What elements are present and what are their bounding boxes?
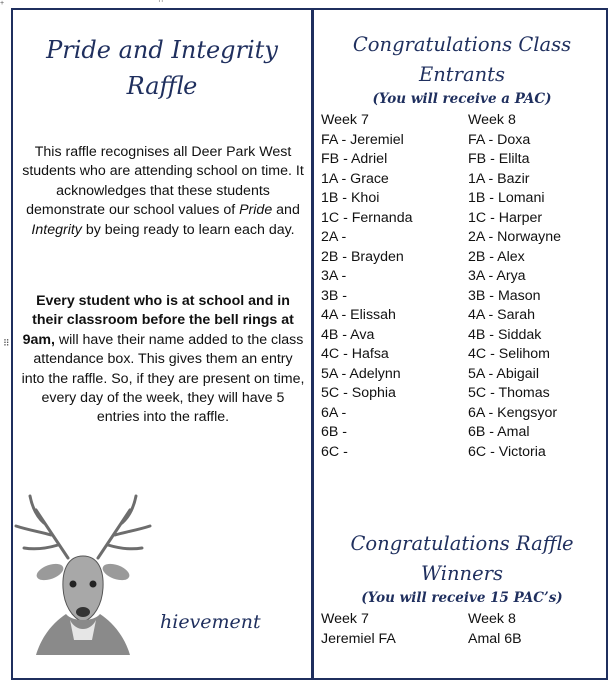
column-divider	[311, 8, 314, 680]
week8-entrants	[468, 111, 561, 462]
list-item: 4C - Hafsa	[321, 346, 389, 362]
list-item: FB - Elilta	[468, 151, 530, 167]
list-item: 4B - Ava	[321, 326, 375, 343]
week7-winner-name: Jeremiel FA	[321, 630, 396, 647]
list-item: 2B - Brayden	[321, 248, 404, 265]
winners-subtitle: (You will receive 15 PAC’s)	[361, 590, 563, 606]
rules-bold-text: Every student who is at school and in their classroom before the bell rings at 9am,	[22, 293, 294, 348]
list-item: 1A - Grace	[321, 170, 389, 187]
list-item: 5A - Abigail	[468, 365, 539, 382]
achievement-text-fragment: hievement	[160, 611, 261, 633]
list-item: 5A - Adelynn	[321, 365, 401, 382]
raffle-description	[20, 143, 306, 240]
week8-heading: Week 8	[468, 112, 516, 128]
list-item: 6B - Amal	[468, 424, 530, 440]
list-item: 2A -	[321, 229, 347, 245]
list-item: 4C - Selihom	[468, 346, 551, 362]
list-item: 6A -	[321, 404, 347, 421]
week8-winner-name: Amal 6B	[468, 630, 522, 647]
week8-winner-heading: Week 8	[468, 611, 516, 627]
value-pride: Pride	[239, 202, 273, 219]
list-item: 5C - Thomas	[468, 385, 550, 401]
list-item: 6B -	[321, 424, 348, 440]
list-item: FA - Doxa	[468, 131, 531, 148]
entrants-title: Congratulations Class Entrants	[352, 33, 572, 86]
list-item: 6C - Victoria	[468, 443, 546, 460]
list-item: 2A - Norwayne	[468, 229, 562, 245]
list-item: 1B - Khoi	[321, 190, 380, 206]
list-item: 1C - Harper	[468, 209, 543, 226]
list-item: 5C - Sophia	[321, 385, 396, 401]
list-item: 3A -	[321, 268, 347, 284]
list-item: 1A - Bazir	[468, 170, 530, 187]
rules-text: will have their name added to the class attendance box. This gives them an entry into the raffle. So, if they are present on time, every day of the week, they will have 5 entries into the raffle.	[21, 331, 305, 426]
list-item: FA - Jeremiel	[321, 131, 404, 148]
raffle-title: Pride and Integrity Raffle	[46, 36, 278, 100]
value-integrity: Integrity	[31, 221, 82, 238]
description-and: and	[272, 202, 300, 219]
table-move-handle-icon[interactable]: +	[0, 0, 5, 7]
list-item: 3A - Arya	[468, 268, 526, 284]
list-item: 4A - Elissah	[321, 307, 396, 323]
week8-winner	[468, 610, 522, 649]
deer-illustration-icon	[6, 490, 160, 655]
list-item: 4A - Sarah	[468, 307, 536, 323]
list-item: 6C -	[321, 443, 348, 460]
week7-winner	[321, 610, 396, 649]
list-item: 3B - Mason	[468, 287, 541, 304]
winners-title: Congratulations Raffle Winners	[350, 532, 574, 585]
entrants-subtitle: (You will receive a PAC)	[372, 91, 552, 107]
list-item: 6A - Kengsyor	[468, 404, 558, 421]
list-item: 2B - Alex	[468, 248, 525, 265]
description-text-2: by being ready to learn each day.	[81, 221, 295, 238]
week7-heading: Week 7	[321, 112, 369, 128]
list-item: 1B - Lomani	[468, 190, 545, 206]
week7-entrants	[321, 111, 412, 462]
resize-handle-icon[interactable]: ⋅⋅	[158, 0, 164, 6]
list-item: FB - Adriel	[321, 151, 388, 167]
list-item: 1C - Fernanda	[321, 209, 413, 226]
description-text-1: This raffle recognises all Deer Park West students who are attending school on time. It acknowledges that these students demonstrate our school values of	[22, 144, 304, 219]
list-item: 4B - Siddak	[468, 326, 542, 343]
raffle-rules	[20, 292, 306, 428]
side-resize-handle-icon[interactable]: ⠿	[3, 338, 10, 348]
list-item: 3B -	[321, 287, 348, 304]
week7-winner-heading: Week 7	[321, 611, 369, 627]
